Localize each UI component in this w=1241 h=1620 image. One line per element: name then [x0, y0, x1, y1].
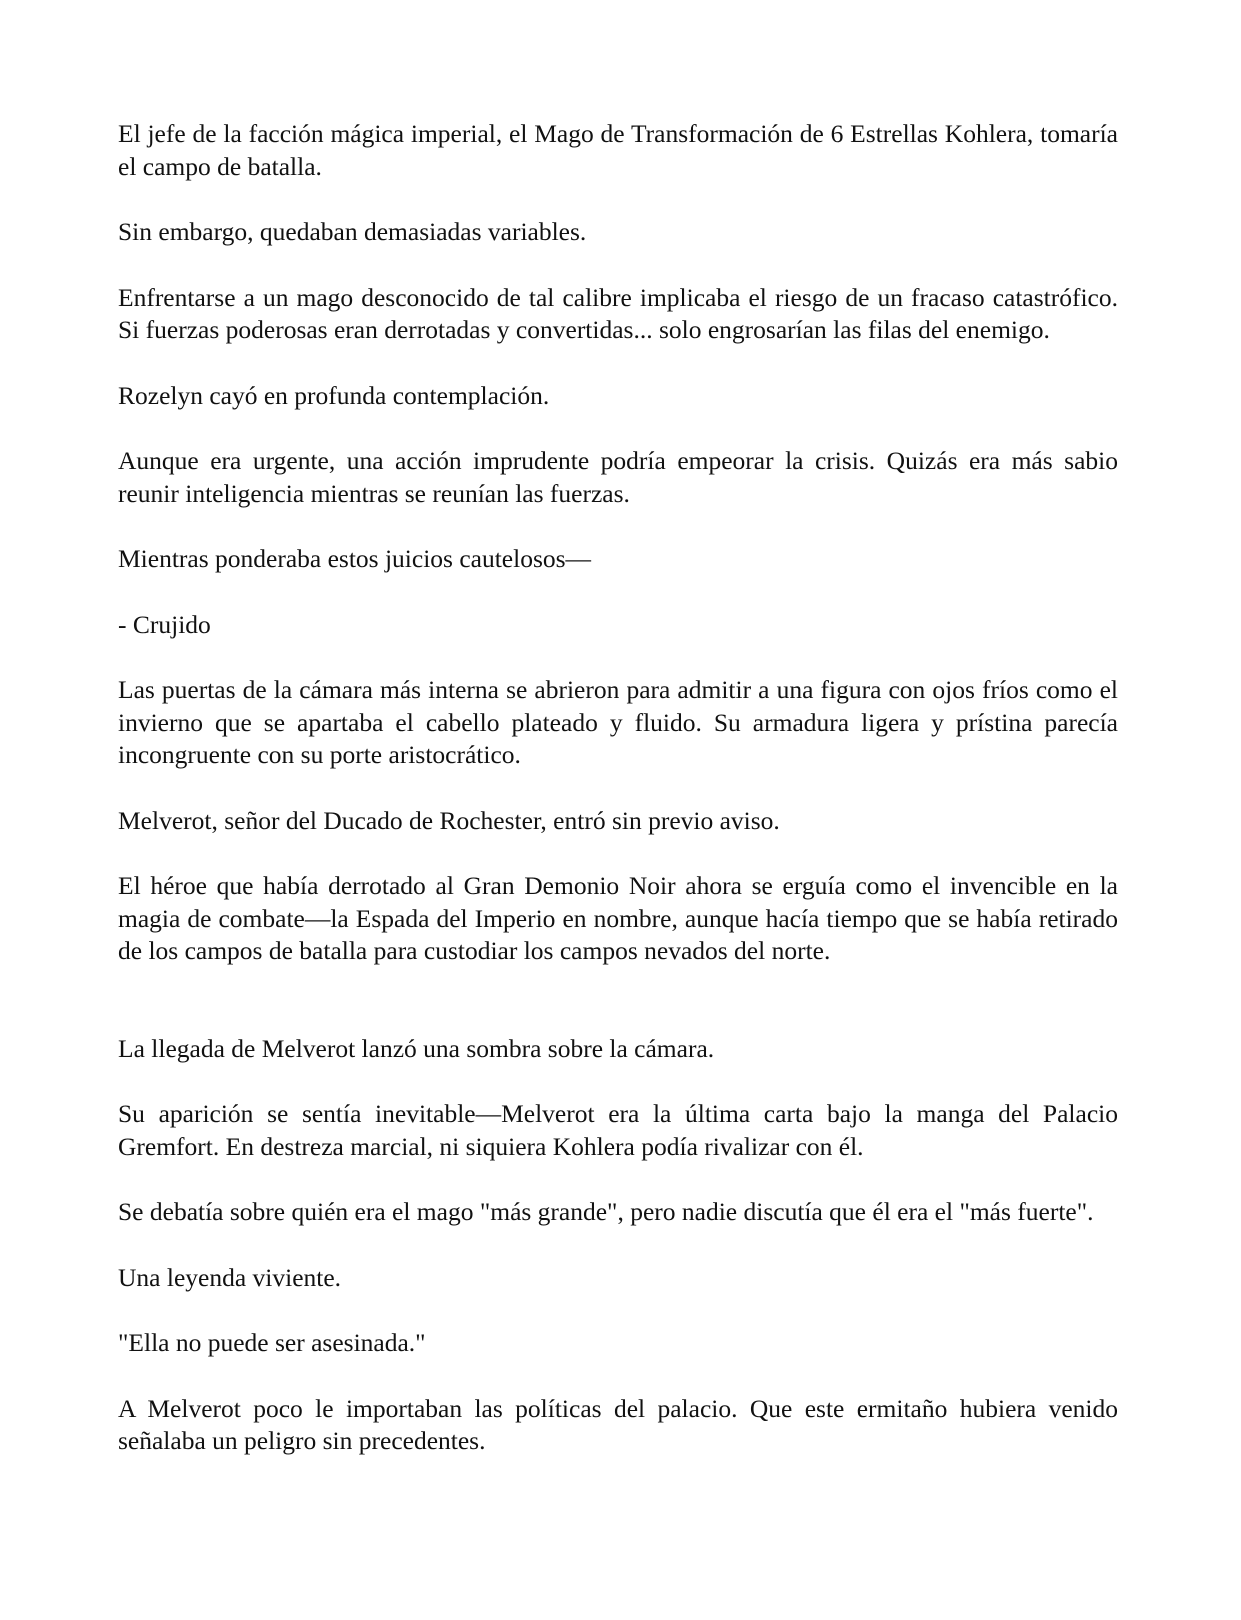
document-page [118, 118, 1118, 1491]
paragraph-11: La llegada de Melverot lanzó una sombra sobre la cámara. [118, 1033, 715, 1063]
paragraph-4: Rozelyn cayó en profunda contemplación. [118, 380, 550, 410]
paragraph-16: A Melverot poco le importaban las políticas del palacio. Que este ermitaño hubiera venido señalaba un peligro sin precedentes. [118, 1393, 1118, 1455]
paragraph-5: Aunque era urgente, una acción imprudente podría empeorar la crisis. Quizás era más sabio reunir inteligencia mientras se reunían las fuerzas. [118, 446, 1118, 508]
paragraph-9: Melverot, señor del Ducado de Rochester, entró sin previo aviso. [118, 805, 780, 835]
paragraph-8: Las puertas de la cámara más interna se abrieron para admitir a una figura con ojos fríos como el invierno que se apartaba el cabello plateado y fluido. Su armadura ligera y prístina parecía incongruente con su porte aristocrático. [118, 675, 1118, 769]
paragraph-6: Mientras ponderaba estos juicios cautelosos— [118, 544, 592, 573]
paragraph-12: Su aparición se sentía inevitable—Melverot era la última carta bajo la manga del Palacio Gremfort. En destreza marcial, ni siquiera Kohlera podía rivalizar con él. [118, 1099, 1118, 1161]
paragraph-1: El jefe de la facción mágica imperial, el Mago de Transformación de 6 Estrellas Kohlera, tomaría el campo de batalla. [118, 119, 1118, 181]
dialogue-line: "Ella no puede ser asesinada." [118, 1328, 426, 1357]
paragraph-3: Enfrentarse a un mago desconocido de tal calibre implicaba el riesgo de un fracaso catastrófico. Si fuerzas poderosas eran derrotadas y convertidas... solo engrosarían las filas del enemigo. [118, 282, 1118, 344]
paragraph-10: El héroe que había derrotado al Gran Demonio Noir ahora se erguía como el invencible en la magia de combate—la Espada del Imperio en nombre, aunque hacía tiempo que se había retirado de los campos de batalla para custodiar los campos nevados del norte. [118, 871, 1118, 965]
sound-effect-line: - Crujido [118, 609, 211, 639]
paragraph-14: Una leyenda viviente. [118, 1262, 342, 1292]
paragraph-13: Se debatía sobre quién era el mago "más grande", pero nadie discutía que él era el "más fuerte". [118, 1197, 1094, 1226]
paragraph-2: Sin embargo, quedaban demasiadas variables. [118, 217, 587, 246]
